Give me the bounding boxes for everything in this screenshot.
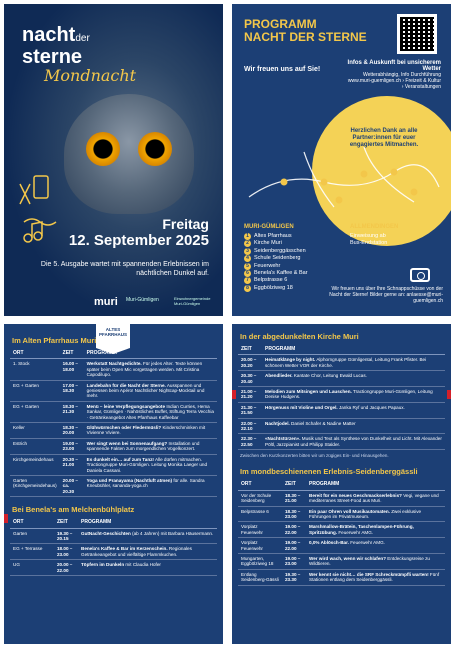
thanks-text: Herzlichen Dank an alle Partner:innen für euer engagiertes Mitmachen. xyxy=(349,128,419,148)
section-title: Bei Benela's am Melchenbühlplatz xyxy=(12,505,135,515)
program-overview-panel xyxy=(232,4,451,316)
table-row: 22.00 – 22.10 Nachtjodel. Daniel Schafer & Nadine Matter xyxy=(238,418,445,434)
cover-panel xyxy=(4,4,223,316)
route-map xyxy=(244,142,444,212)
list-item: Einweisung ab xyxy=(350,233,386,239)
list-item: 1 Altes Pfarrhaus xyxy=(244,233,308,240)
highlight-marker xyxy=(4,514,8,523)
table-row: 20.30 – 20.40 Abendlieder. Kantate Chor, Leitung Ewald Lucas. xyxy=(238,371,445,387)
welcome-text: Wir freuen uns auf Sie! xyxy=(244,66,321,73)
table-row: 20.00 – 20.20 Heimatklänge by night. Alphorngruppe Gümligental, Leitung Frank Pfister. Bei schönem Wetter VOR der Kirche. xyxy=(238,355,445,371)
head-ort: ORT xyxy=(10,349,60,359)
table-row: EG + Terrasse 18.00 – 23.00 Benela's Kaffee & Bar im Kerzenschein. Regionales Getränkeangebot und vielfältige Flammkuchen. xyxy=(10,544,217,560)
table-row: 21.30 – 21.50 Hörgenuss mit Violine und Orgel. Janka Ryf und Jacques Papaux. xyxy=(238,402,445,418)
head-programm: PROGRAMM xyxy=(262,345,445,355)
list-item: 7 Belpstrasse 6 xyxy=(244,277,308,284)
event-date: 12. September 2025 xyxy=(68,232,209,249)
camera-icon xyxy=(410,268,430,282)
table-row: Mungarten, Eggbölziweg 18 19.00 – 23.00 Wer wird wach, wenn wir schlafen? Entdeckungsreise zu Wildtieren. xyxy=(238,553,445,569)
table-row: 21.00 – 21.20 Melodien zum Mitsingen und Lauschen. Tractiongruppe Muri-Gümligen, Leitung Denise Hudgens. xyxy=(238,387,445,403)
table-row: UG 20.00 – 22.00 Töpfern im Dunkeln mit Claudia Hofer xyxy=(10,560,217,576)
photo-text: Wir freuen uns über Ihre Schnappschüsse von der Nacht der Sterne! Bilder gerne an: anlaesse@muri-guemligen.ch xyxy=(329,286,443,304)
church-logo: Einwohnergemeinde Muri-Gümligen xyxy=(174,296,211,306)
head-zeit: ZEIT xyxy=(282,480,306,490)
list-item: 3 Seidenberggässchen xyxy=(244,248,308,255)
table-row: EG + Garten 18.30 – 21.30 Menü – leine Verpflegungsangebote Indian Curries, Hema Sankar, Gümligen · Nahöstliches Buffet, Stiftung Terra Vecchia · Getränkeangebot Altes Pfarrhaus Kaffeebar xyxy=(10,401,217,422)
head-zeit: ZEIT xyxy=(238,345,262,355)
head-programm: PROGRAMM xyxy=(78,518,217,528)
owl-right-eye xyxy=(138,132,172,166)
table-row: Kirchgemeindehaus 20.30 – 21.00 Es dunkelt ein… auf zum Tanz! Alle dürfen mitmachen. Tractiongruppe Muri-Gümligen. Leitung Monika Laeger und Daniela Cassani. xyxy=(10,454,217,475)
highlight-marker xyxy=(447,390,451,399)
muri-logo: muri xyxy=(94,296,118,308)
muri-guemligen-logo: Muri-Gümligen xyxy=(126,297,159,303)
pfarrhaus-benela-panel xyxy=(4,324,223,644)
table-row: 22.30 – 22.50 «Nachtstürzen». Musik und Text als Synthese von Dunkelheit und Licht. Mit Alexander Pöltl, Jazzpianist und Philipp Stalder. xyxy=(238,434,445,450)
list-item: 4 Schule Seidenberg xyxy=(244,255,308,262)
general-list xyxy=(350,233,387,248)
places-heading: MURI-GÜMLIGEN xyxy=(244,224,294,230)
qr-code[interactable] xyxy=(397,14,437,54)
highlight-marker xyxy=(232,390,236,399)
table-row: 1. Stock 16.00 – 18.00 Werkstatt Nachtgedichte. Für jedes Alter. Texte können später beim Open Mic vorgetragen werden. Mit Cristina Capodilupo. xyxy=(10,359,217,380)
head-zeit: ZEIT xyxy=(54,518,78,528)
owl-left-eye xyxy=(86,132,120,166)
places-list xyxy=(244,233,308,292)
head-ort: ORT xyxy=(238,480,282,490)
table-row: Entlang Seidenberg-Gässli 19.30 – 23.30 Wer kennt sie nicht… die SRF Schreckmümpfli warten! Fünf Stationen entlang dem Seidenberggässli. xyxy=(238,569,445,585)
table-row: Estrich 19.00 – 23.00 Wer singt wenn bei Sonnenaufgang? Installation und spannende Fakten zum morgendlichen Vogelkonzert. xyxy=(10,438,217,454)
benela-table xyxy=(10,518,217,576)
section-title: In der abgedunkelten Kirche Muri xyxy=(240,332,359,341)
list-item: 6 Benela's Kaffee & Bar xyxy=(244,270,308,277)
cover-script-title: Mondnacht xyxy=(44,66,137,85)
list-item: Bus-Endstation xyxy=(350,240,388,247)
table-row: Vor der Schule Seidenberg 18.30 – 21.00 Bereit für ein neues Geschmackserlebnis? Vegi, vegane und mediterranes Street-Food aus Muri. xyxy=(238,490,445,506)
event-day: Freitag xyxy=(162,216,209,232)
list-item: 5 Feuerwehr xyxy=(244,263,308,270)
section-title: Im Alten Pfarrhaus Muri xyxy=(12,336,97,345)
cover-title: nachtder sterne xyxy=(22,24,90,68)
program-title: PROGRAMM NACHT DER STERNE xyxy=(244,17,367,44)
head-zeit: ZEIT xyxy=(60,349,84,359)
table-row: Belpstrasse 6 18.30 – 23.00 Ein paar Ohren voll Musikautomaten. Zwei exklusive Führungen im Privatmuseum. xyxy=(238,506,445,522)
table-row: Vorplatz Feuerwehr 19.00 – 22.00 0,0% Ablösch-Bar. Feuerwehr AMG. xyxy=(238,538,445,554)
head-programm: PROGRAMM xyxy=(84,349,217,359)
kirche-seidenberg-panel xyxy=(232,324,451,644)
owl-image xyxy=(64,94,194,214)
list-item: 2 Kirche Muri xyxy=(244,240,308,247)
seidenberg-table xyxy=(238,480,445,585)
section-title: Im mondbeschienenen Erlebnis-Seidenberggässli xyxy=(240,467,418,477)
weather-info: Infos & Auskunft bei unsicherem Wetter Wetterabhängig, Info Durchführung www.muri-guemligen.ch › Freizeit & Kultur › Veranstaltungen xyxy=(347,60,441,90)
general-heading: ALLMENDINGEN xyxy=(350,224,399,230)
pfarrhaus-table xyxy=(10,349,217,497)
head-programm: PROGRAMM xyxy=(306,480,445,490)
table-row: Vorplatz Feuerwehr 19.00 – 22.00 Marshmallow-Brätein, Taschenlampen-Führung, Spritzübung. Feuerwehr AMG. xyxy=(238,522,445,538)
table-row: Garten (Kirchgemeindehaus) 20.00 – ca. 20.30 Yoga und Pranayama (Nachtluft atmen) für alle. Sandra Kneubühler, sananda-yoga.ch xyxy=(10,475,217,496)
kirche-note: Zwischen den Kurzkonzerten bitten wir um zügiges Ein- und Hinausgehen. xyxy=(240,453,389,459)
cover-subtitle: Die 5. Ausgabe wartet mit spannenden Erlebnissen im nächtlichen Dunkel auf. xyxy=(40,261,209,277)
list-item: 8 Eggbölziweg 18 xyxy=(244,285,308,292)
star-glass-music-icons xyxy=(14,164,64,254)
badge-tip xyxy=(96,348,130,354)
table-row: Garten 19.30 – 20.15 GutNacht-Geschichten (ab 4 Jahren) mit Barbara Häusermann. xyxy=(10,528,217,544)
table-row: Keller 18.30 – 20.00 Glühwürmchen oder Fledermüsli? Kinderschminken mit Vivienne Viviere. xyxy=(10,423,217,439)
altes-pfarrhaus-badge: ALTES PFARRHAUS xyxy=(96,324,130,348)
table-row: EG + Garten 17.00 – 18.30 Landebahn für die Nacht der Sterne. Ausspannen und geniessen beim Apéro! Nachtlicher Nightcap-Mocktail und mehr. xyxy=(10,380,217,401)
kirche-table xyxy=(238,345,445,450)
head-ort: ORT xyxy=(10,518,54,528)
